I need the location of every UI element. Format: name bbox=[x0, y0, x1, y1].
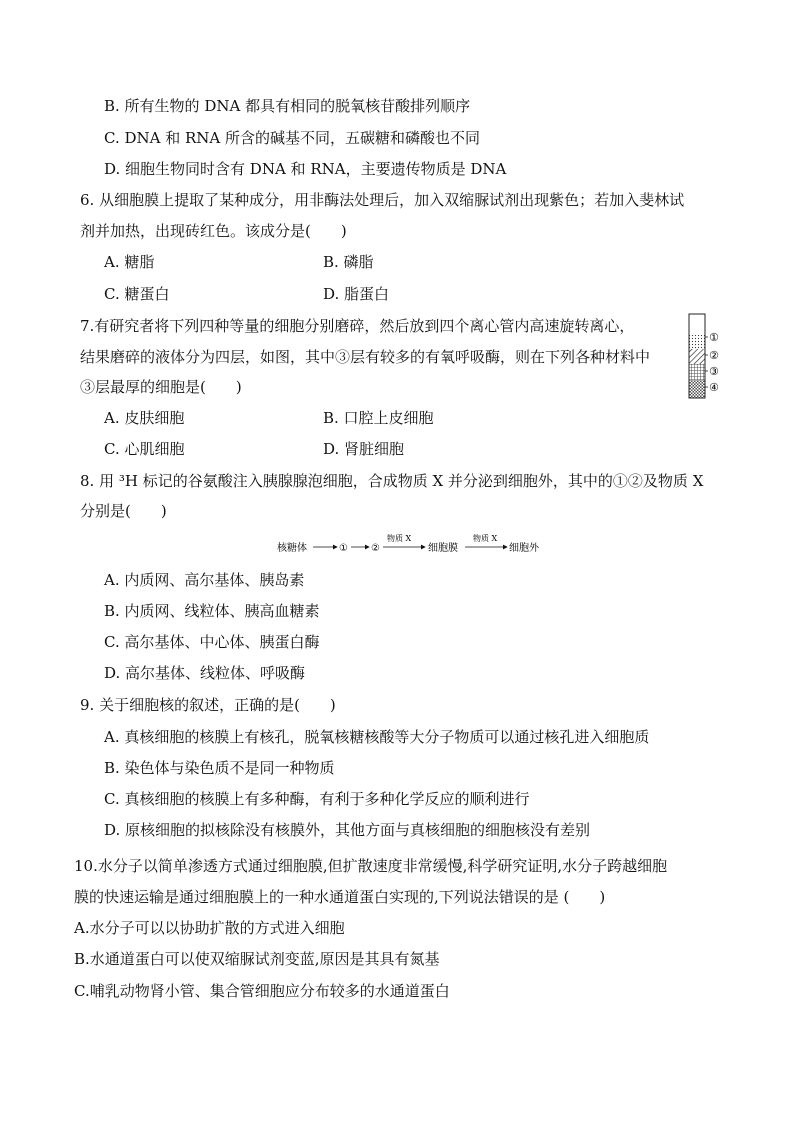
flow-node-2: ② bbox=[371, 543, 380, 554]
q7-option-b: B. 口腔上皮细胞 bbox=[323, 409, 434, 427]
q5-option-c: C. DNA 和 RNA 所含的碱基不同，五碳糖和磷酸也不同 bbox=[104, 129, 481, 147]
q5-option-b: B. 所有生物的 DNA 都具有相同的脱氧核苷酸排列顺序 bbox=[104, 97, 471, 115]
flow-node-membrane: 细胞膜 bbox=[428, 543, 458, 554]
q10-option-c: C.哺乳动物肾小管、集合管细胞应分布较多的水通道蛋白 bbox=[74, 982, 450, 1000]
flow-node-ribosome: 核糖体 bbox=[277, 543, 307, 554]
tube-layer-4 bbox=[690, 380, 705, 398]
secretion-flow-diagram bbox=[277, 533, 577, 557]
q10-stem-line2: 膜的快速运输是通过细胞膜上的一种水通道蛋白实现的,下列说法错误的是 ( ) bbox=[74, 888, 606, 906]
q8-stem-line1: 8. 用 ³H 标记的谷氨酸注入胰腺腺泡细胞，合成物质 X 并分泌到细胞外，其中的①②及物质 X bbox=[80, 472, 704, 490]
flow-node-outside: 细胞外 bbox=[509, 543, 539, 554]
q9-option-d: D. 原核细胞的拟核除没有核膜外，其他方面与真核细胞的细胞核没有差别 bbox=[104, 821, 591, 839]
q7-option-c: C. 心肌细胞 bbox=[104, 440, 185, 458]
q7-option-a: A. 皮肤细胞 bbox=[104, 409, 185, 427]
q8-option-a: A. 内质网、高尔基体、胰岛素 bbox=[104, 571, 305, 589]
q8-option-b: B. 内质网、线粒体、胰高血糖素 bbox=[104, 602, 320, 620]
flow-arrow-3-label: 物质 X bbox=[387, 534, 412, 543]
q7-stem-line3: ③层最厚的细胞是( ) bbox=[80, 378, 242, 396]
q9-stem: 9. 关于细胞核的叙述，正确的是( ) bbox=[80, 696, 336, 714]
tube-layer-2 bbox=[690, 349, 705, 364]
q10-stem-line1: 10.水分子以简单渗透方式通过细胞膜,但扩散速度非常缓慢,科学研究证明,水分子跨越细胞 bbox=[74, 857, 668, 875]
q7-stem-line1: 7.有研究者将下列四种等量的细胞分别磨碎，然后放到四个离心管内高速旋转离心， bbox=[80, 317, 635, 335]
q10-option-a: A.水分子可以以协助扩散的方式进入细胞 bbox=[74, 919, 345, 937]
q6-option-d: D. 脂蛋白 bbox=[323, 285, 390, 303]
q8-option-c: C. 高尔基体、中心体、胰蛋白酶 bbox=[104, 633, 320, 651]
q8-stem-line2: 分别是( ) bbox=[80, 502, 167, 520]
q5-option-d: D. 细胞生物同时含有 DNA 和 RNA，主要遗传物质是 DNA bbox=[104, 160, 507, 178]
centrifuge-tube-figure bbox=[688, 313, 728, 401]
flow-node-1: ① bbox=[339, 543, 348, 554]
tube-label-2: ② bbox=[709, 349, 719, 362]
q6-option-a: A. 糖脂 bbox=[104, 253, 155, 271]
q9-option-a: A. 真核细胞的核膜上有核孔，脱氧核糖核酸等大分子物质可以通过核孔进入细胞质 bbox=[104, 728, 650, 746]
q6-option-b: B. 磷脂 bbox=[323, 253, 374, 271]
q7-stem-line2: 结果磨碎的液体分为四层，如图，其中③层有较多的有氧呼吸酶，则在下列各种材料中 bbox=[80, 348, 651, 366]
q6-option-c: C. 糖蛋白 bbox=[104, 285, 170, 303]
q9-option-b: B. 染色体与染色质不是同一种物质 bbox=[104, 759, 335, 777]
q9-option-c: C. 真核细胞的核膜上有多种酶，有利于多种化学反应的顺利进行 bbox=[104, 790, 530, 808]
q6-stem-line2: 剂并加热，出现砖红色。该成分是( ) bbox=[80, 222, 347, 240]
q8-option-d: D. 高尔基体、线粒体、呼吸酶 bbox=[104, 664, 306, 682]
tube-label-1: ① bbox=[709, 331, 719, 344]
tube-label-3: ③ bbox=[709, 365, 719, 378]
q7-option-d: D. 肾脏细胞 bbox=[323, 440, 405, 458]
tube-layer-3 bbox=[690, 364, 705, 380]
flow-arrow-4-label: 物质 X bbox=[473, 534, 498, 543]
q10-option-b: B.水通道蛋白可以使双缩脲试剂变蓝,原因是其具有氮基 bbox=[74, 950, 440, 968]
q6-stem-line1: 6. 从细胞膜上提取了某种成分，用非酶法处理后，加入双缩脲试剂出现紫色；若加入斐林试 bbox=[80, 191, 685, 209]
tube-layer-1 bbox=[690, 335, 705, 349]
tube-label-4: ④ bbox=[709, 381, 719, 394]
